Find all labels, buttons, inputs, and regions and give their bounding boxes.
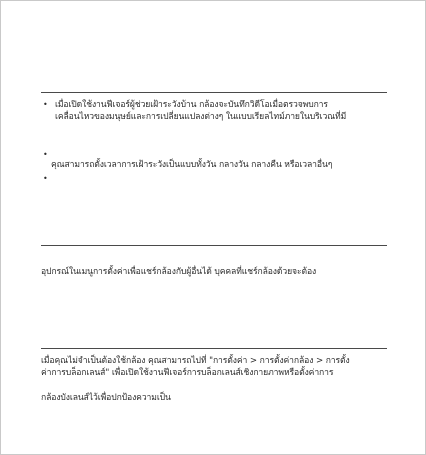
bullet-1-line-1: เมื่อเปิดใช้งานฟีเจอร์ผู้ช่วยเฝ้าระวังบ้าน กล้องจะบันทึกวิดีโอเมื่อตรวจพบการ <box>55 100 328 110</box>
bullet-marker: • <box>43 174 48 183</box>
bullet-2-text: คุณสามารถตั้งเวลาการเฝ้าระวังเป็นแบบทั้งวัน กลางวัน กลางคืน หรือเวลาอื่นๆ <box>51 160 333 170</box>
divider-lower <box>41 348 387 349</box>
lens-block-line-1: เมื่อคุณไม่จำเป็นต้องใช้กล้อง คุณสามารถไปที่ "การตั้งค่า > การตั้งค่ากล้อง > การตั้ง <box>41 356 350 366</box>
lens-block-line-3: กล้องบังเลนส์ไว้เพื่อปกป้องความเป็น <box>41 393 171 403</box>
divider-middle <box>41 245 387 246</box>
sharing-paragraph: อุปกรณ์ในเมนูการตั้งค่าเพื่อแชร์กล้องกับผู้อื่นได้ บุคคลที่แชร์กล้องด้วยจะต้อง <box>41 267 317 277</box>
lens-block-line-2: ค่าการบล็อกเลนส์" เพื่อเปิดใช้งานฟีเจอร์การบล็อกเลนส์เชิงกายภาพหรือตั้งค่าการ <box>41 368 334 378</box>
bullet-marker: • <box>43 150 48 159</box>
bullet-1-line-2: เคลื่อนไหวของมนุษย์และการเปลี่ยนแปลงต่างๆ ในแบบเรียลไทม์ภายในบริเวณที่มี <box>55 112 347 122</box>
bullet-marker: • <box>43 100 48 109</box>
divider-top <box>41 92 387 93</box>
